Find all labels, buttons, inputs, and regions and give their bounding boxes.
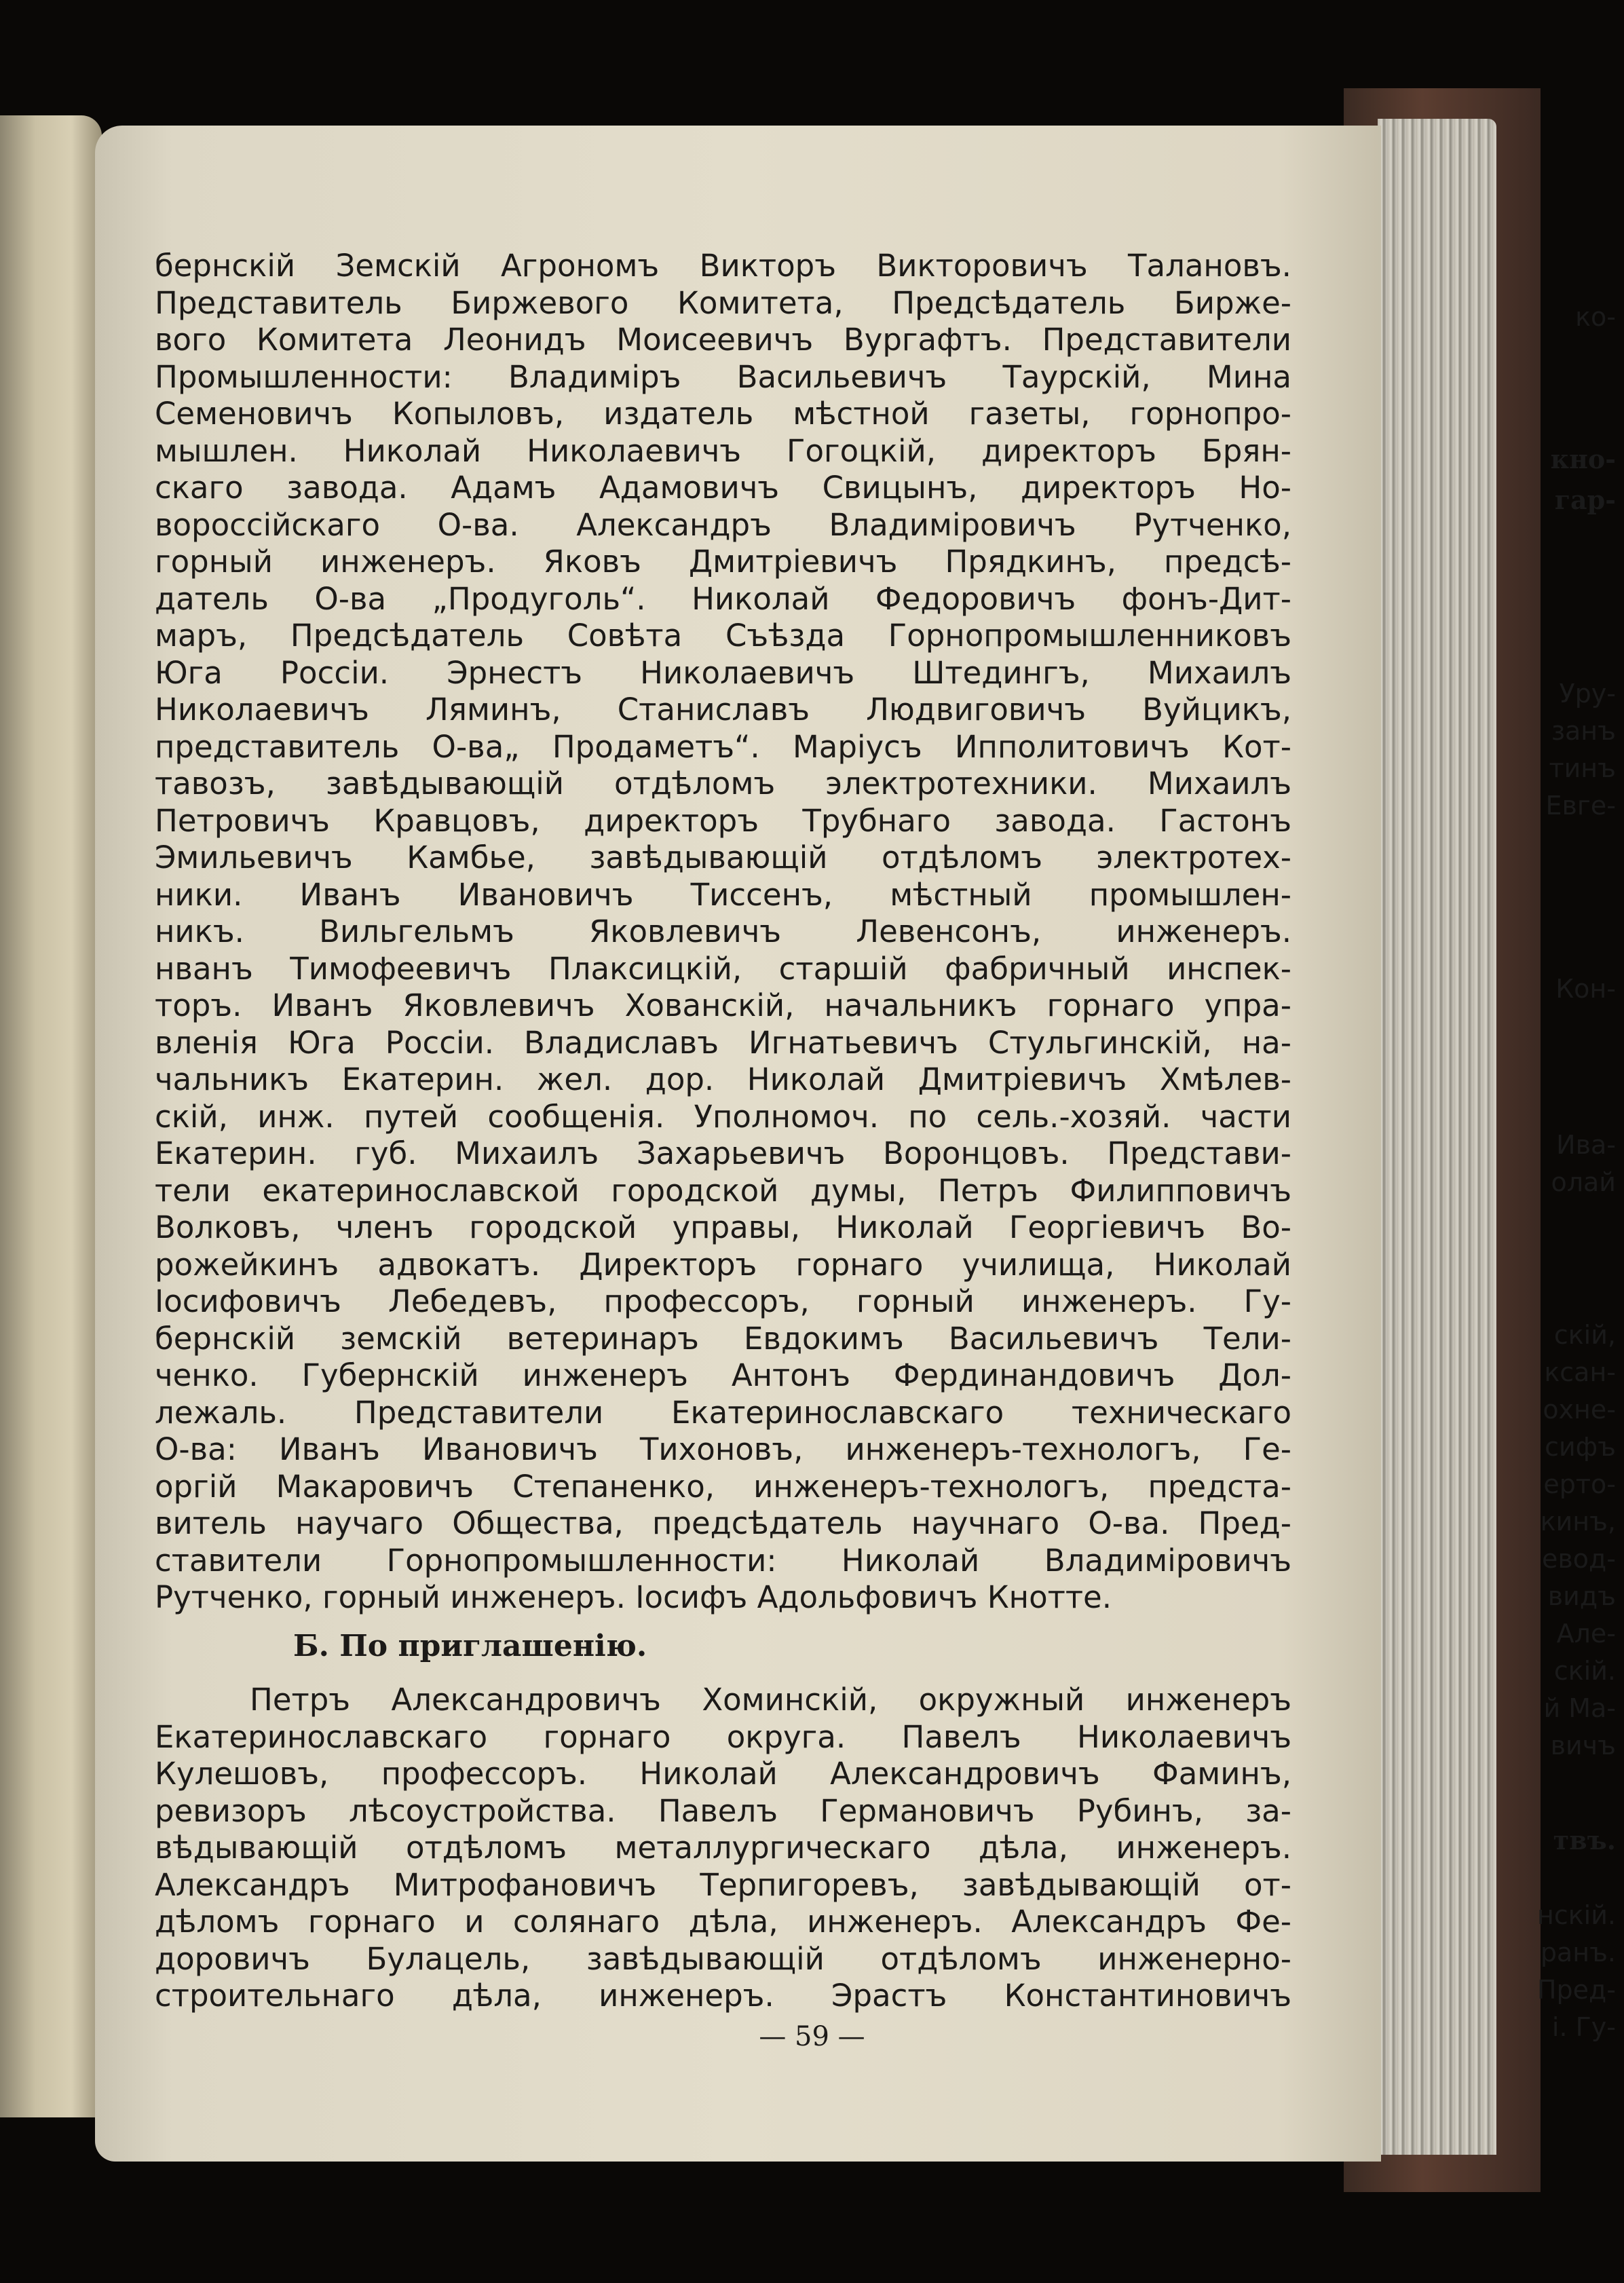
page-number: — 59 — [759, 2021, 865, 2052]
section-heading: Б. По приглашенію. [293, 1629, 647, 1663]
text-line: Волковъ, членъ городской управы, Николай Георгіевичъ Во- [155, 1209, 1291, 1245]
left-page-fragment: ранъ. [1540, 1938, 1616, 1967]
left-page-fragment: скій, [1553, 1320, 1616, 1350]
text-line: Семеновичъ Копыловъ, издатель мѣстной газеты, горнопро- [155, 396, 1291, 432]
text-line: маръ, Предсѣдатель Совѣта Съѣзда Горнопромышленниковъ [155, 618, 1291, 654]
left-page-fragment: занъ [1551, 716, 1616, 746]
text-line: скаго завода. Адамъ Адамовичъ Свицынъ, директоръ Но- [155, 470, 1291, 506]
text-line: строительнаго дѣла, инженеръ. Эрастъ Константиновичъ [155, 1978, 1291, 2014]
text-line: Эмильевичъ Камбье, завѣдывающій отдѣломъ электротех- [155, 839, 1291, 875]
left-page-fragment: і. Гу- [1551, 2012, 1616, 2042]
text-line: Екатеринославскаго горнаго округа. Павелъ Николаевичъ [155, 1718, 1291, 1755]
text-line: Промышленности: Владиміръ Васильевичъ Таурскій, Мина [155, 358, 1291, 395]
left-page-fragment: видъ [1547, 1581, 1616, 1611]
left-page-fragment: ко- [1575, 302, 1616, 332]
text-line: Екатерин. губ. Михаилъ Захарьевичъ Воронцовъ. Представи- [155, 1135, 1291, 1171]
left-page-fragment: Але- [1556, 1619, 1616, 1648]
text-line: нванъ Тимофеевичъ Плаксицкій, старшій фабричный инспек- [155, 950, 1291, 987]
text-line: лежаль. Представители Екатеринославскаго техническаго [155, 1394, 1291, 1431]
left-page-fragment: ерто- [1543, 1469, 1616, 1499]
left-page-fragment: кинъ, [1540, 1507, 1616, 1536]
text-line: Кулешовъ, профессоръ. Николай Александровичъ Фаминъ, [155, 1756, 1291, 1792]
left-page-fragment: Пред- [1536, 1975, 1616, 2005]
left-page-fragment: Уру- [1559, 679, 1616, 709]
left-page-fragment: гар- [1554, 485, 1616, 515]
left-page-fragment: тинъ [1549, 753, 1616, 783]
text-line: Іосифовичъ Лебедевъ, профессоръ, горный инженеръ. Гу- [155, 1283, 1291, 1319]
text-line: торъ. Иванъ Яковлевичъ Хованскій, начальникъ горнаго упра- [155, 987, 1291, 1023]
text-line: ники. Иванъ Ивановичъ Тиссенъ, мѣстный промышлен- [155, 876, 1291, 913]
text-line: Александръ Митрофановичъ Терпигоревъ, завѣдывающій от- [155, 1866, 1291, 1903]
text-line: мышлен. Николай Николаевичъ Гогоцкій, директоръ Брян- [155, 432, 1291, 469]
left-page-fragment: вичъ [1550, 1731, 1616, 1760]
text-line: ставители Горнопромышленности: Николай Владиміровичъ [155, 1542, 1291, 1579]
text-line: представитель О-ва„ Продаметъ“. Маріусъ Ипполитовичъ Кот- [155, 728, 1291, 765]
left-page-fragment: олай [1551, 1167, 1616, 1197]
left-page-fragment: сифъ [1545, 1432, 1616, 1462]
text-line: чальникъ Екатерин. жел. дор. Николай Дмитріевичъ Хмѣлев- [155, 1061, 1291, 1097]
text-line: дѣломъ горнаго и солянаго дѣла, инженеръ. Александръ Фе- [155, 1904, 1291, 1940]
page-edges [1378, 119, 1496, 2155]
left-page [0, 115, 102, 2117]
text-line: тавозъ, завѣдывающій отдѣломъ электротехники. Михаилъ [155, 766, 1291, 801]
text-line: Петръ Александровичъ Хоминскій, окружный инженеръ [250, 1682, 1291, 1718]
text-line: вороссійскаго О-ва. Александръ Владиміровичъ Рутченко, [155, 506, 1291, 543]
left-page-fragment: ксан- [1544, 1357, 1616, 1387]
text-line: тели екатеринославской городской думы, Петръ Филипповичъ [155, 1172, 1291, 1209]
text-line: бернскій земскій ветеринаръ Евдокимъ Васильевичъ Тели- [155, 1320, 1291, 1357]
left-page-fragment: нскій. [1536, 1900, 1616, 1930]
text-line: вѣдывающій отдѣломъ металлургическаго дѣла, инженеръ. [155, 1830, 1291, 1866]
text-line: вленія Юга Россіи. Владиславъ Игнатьевичъ Стульгинскій, на- [155, 1024, 1291, 1061]
text-line: витель научаго Общества, предсѣдатель научнаго О-ва. Пред- [155, 1505, 1291, 1541]
text-line: Петровичъ Кравцовъ, директоръ Трубнаго завода. Гастонъ [155, 802, 1291, 839]
text-line: Николаевичъ Ляминъ, Станиславъ Людвиговичъ Вуйцикъ, [155, 692, 1291, 728]
text-line: бернскій Земскій Агрономъ Викторъ Викторовичъ Талановъ. [155, 248, 1291, 284]
left-page-fragment: евод- [1541, 1544, 1616, 1574]
text-line: Представитель Биржевого Комитета, Предсѣдатель Бирже- [155, 284, 1291, 321]
text-line: скій, инж. путей сообщенія. Уполномоч. по сель.-хозяй. части [155, 1098, 1291, 1135]
text-line: Рутченко, горный инженеръ. Іосифъ Адольфовичъ Кнотте. [155, 1579, 1112, 1615]
left-page-fragment: Ива- [1556, 1130, 1616, 1160]
left-page-fragment: твъ. [1553, 1825, 1616, 1855]
text-line: вого Комитета Леонидъ Моисеевичъ Вургафтъ. Представители [155, 322, 1291, 358]
text-line: ревизоръ лѣсоустройства. Павелъ Германовичъ Рубинъ, за- [155, 1792, 1291, 1829]
left-page-fragment: Кон- [1555, 974, 1616, 1004]
text-line: ченко. Губернскій инженеръ Антонъ Фердинандовичъ Дол- [155, 1357, 1291, 1393]
left-page-fragment: й Ма- [1543, 1693, 1616, 1723]
left-page-fragment: Евге- [1545, 791, 1616, 820]
main-text-block [155, 248, 1291, 1617]
text-line: оргій Макаровичъ Степаненко, инженеръ-технологъ, предста- [155, 1468, 1291, 1505]
text-line: датель О-ва „Продуголь“. Николай Федоровичъ фонъ-Дит- [155, 580, 1291, 617]
text-line: горный инженеръ. Яковъ Дмитріевичъ Прядкинъ, предсѣ- [155, 544, 1291, 580]
left-page-fragment: охне- [1543, 1395, 1616, 1424]
text-line: никъ. Вильгельмъ Яковлевичъ Левенсонъ, инженеръ. [155, 913, 1291, 949]
section-text-block [155, 1682, 1291, 2015]
left-page-fragment: кно- [1550, 444, 1616, 474]
text-line: рожейкинъ адвокатъ. Директоръ горнаго училища, Николай [155, 1246, 1291, 1283]
text-line: доровичъ Булацель, завѣдывающій отдѣломъ инженерно- [155, 1940, 1291, 1977]
text-line: Юга Россіи. Эрнестъ Николаевичъ Штедингъ, Михаилъ [155, 654, 1291, 691]
left-page-fragment: скій. [1553, 1656, 1616, 1686]
text-line: О-ва: Иванъ Ивановичъ Тихоновъ, инженеръ-технологъ, Ге- [155, 1431, 1291, 1467]
